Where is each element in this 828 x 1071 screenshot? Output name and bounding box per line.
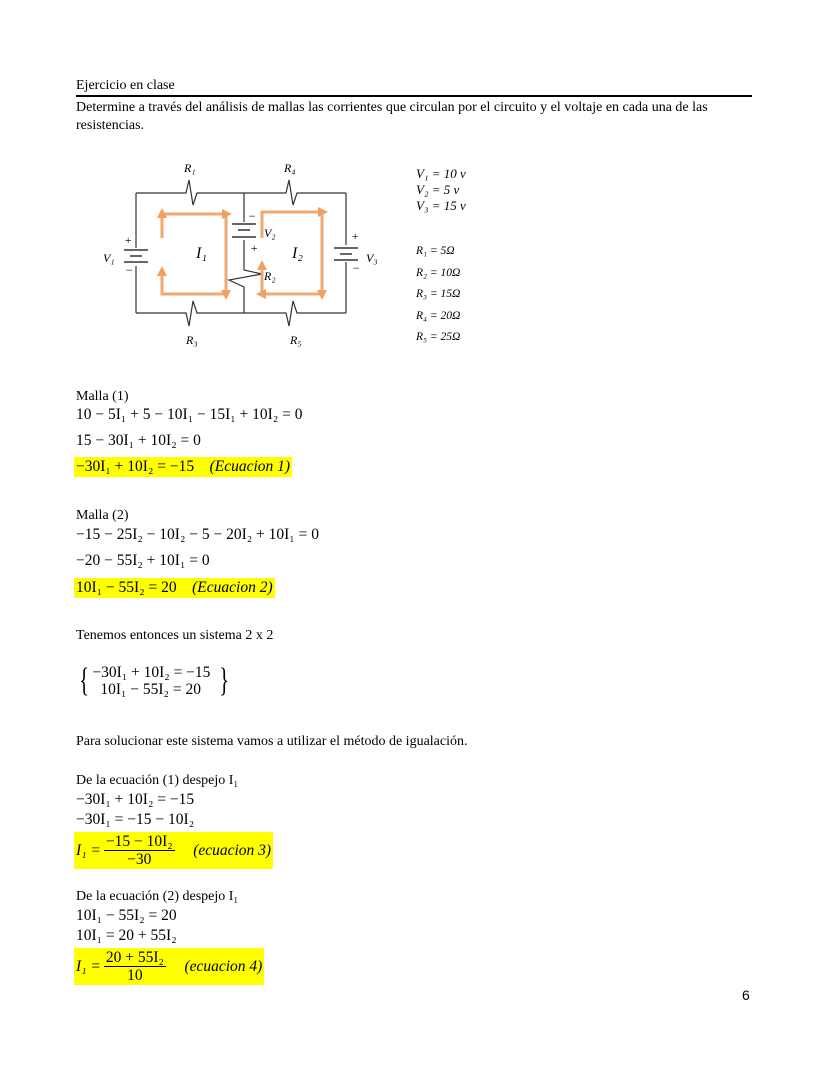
step1-result: I₁ = $\frac{\text{−15 − 10I₂}}{-30}$ (ecuacion 3) (76, 833, 272, 868)
v1-minus: − (125, 263, 134, 277)
instructions: Determine a través del análisis de mallas las corrientes que circulan por el circuito y el voltaje en cada una de las resistencias. (76, 100, 708, 133)
label-i2: I₂ (292, 245, 303, 262)
r5-value: R₅ = 25Ω (416, 331, 461, 343)
malla2-eq2: −20 − 55I₂ + 10I₁ = 0 (76, 552, 210, 569)
left-brace: { (79, 662, 90, 699)
r1-value: R₁ = 5Ω (416, 245, 455, 257)
malla1-eq1: 10 − 5I₁ + 5 − 10I₁ − 15I₁ + 10I₂ = 0 (76, 406, 303, 423)
right-brace: } (219, 662, 230, 699)
label-v1: V₁ (103, 251, 115, 265)
step2-eq1: 10I₁ − 55I₂ = 20 (76, 907, 177, 924)
r2-resistor (229, 270, 262, 313)
r3-value: R₃ = 15Ω (416, 288, 461, 300)
v3-value: V₃ = 15 v (416, 198, 466, 213)
method-text: Para solucionar este sistema vamos a utilizar el método de igualación. (76, 734, 468, 749)
fraction: $\frac{\text{20 + 55I₂}}{10}$ (105, 949, 164, 984)
system-row1: −30I₁ + 10I₂ = −15 (92, 664, 211, 681)
v2-plus: + (250, 241, 259, 255)
label-i1: I₁ (196, 245, 207, 262)
malla2-result: 10I₁ − 55I₂ = 20 (Ecuacion 2) (76, 579, 273, 596)
v2-value: V₂ = 5 v (416, 182, 460, 197)
malla1-result: −30I₁ + 10I₂ = −15 (Ecuacion 1) (76, 458, 291, 475)
v2-minus: − (248, 209, 257, 223)
malla2-eq1: −15 − 25I₂ − 10I₂ − 5 − 20I₂ + 10I₁ = 0 (76, 526, 319, 543)
step2-title: De la ecuación (2) despejo I₁ (76, 889, 239, 904)
v1-value: V₁ = 10 v (416, 166, 466, 181)
step1-eq2: −30I₁ = −15 − 10I₂ (76, 811, 195, 828)
circuit-wires (136, 180, 346, 326)
system-intro: Tenemos entonces un sistema 2 x 2 (76, 628, 274, 643)
r2-value: R₂ = 10Ω (416, 266, 461, 279)
equation-system (76, 662, 233, 700)
label-v3: V₃ (366, 251, 378, 265)
label-r1: R₁ (184, 161, 196, 175)
label-v2: V₂ (264, 226, 276, 240)
page-number: 6 (742, 987, 750, 1003)
fraction: $\frac{\text{−15 − 10I₂}}{-30}$ (105, 833, 173, 868)
v3-plus: + (351, 229, 360, 243)
step2-result: I₁ = $\frac{\text{20 + 55I₂}}{10}$ (ecuacion 4) (76, 949, 263, 984)
bottom-wire (136, 301, 346, 326)
voltage-values (416, 166, 466, 214)
circuit-diagram (0, 0, 828, 370)
top-wire (136, 180, 346, 205)
label-r3: R₃ (186, 333, 198, 347)
malla1-title: Malla (1) (76, 389, 129, 404)
v3-minus: − (352, 261, 361, 275)
malla1-eq2: 15 − 30I₁ + 10I₂ = 0 (76, 432, 201, 449)
resistance-values (416, 241, 460, 349)
loop-i1 (162, 214, 226, 294)
system-row2: 10I₁ − 55I₂ = 20 (100, 681, 201, 698)
malla2-title: Malla (2) (76, 508, 129, 523)
step1-eq1: −30I₁ + 10I₂ = −15 (76, 791, 195, 808)
v1-plus: + (124, 233, 133, 247)
label-r2: R₂ (264, 269, 276, 283)
section-heading: Ejercicio en clase (76, 78, 175, 93)
label-r4: R₄ (284, 161, 296, 175)
label-r5: R₅ (290, 333, 302, 347)
step1-title: De la ecuación (1) despejo I₁ (76, 773, 239, 788)
r4-value: R₄ = 20Ω (416, 309, 461, 322)
step2-eq2: 10I₁ = 20 + 55I₂ (76, 927, 177, 944)
